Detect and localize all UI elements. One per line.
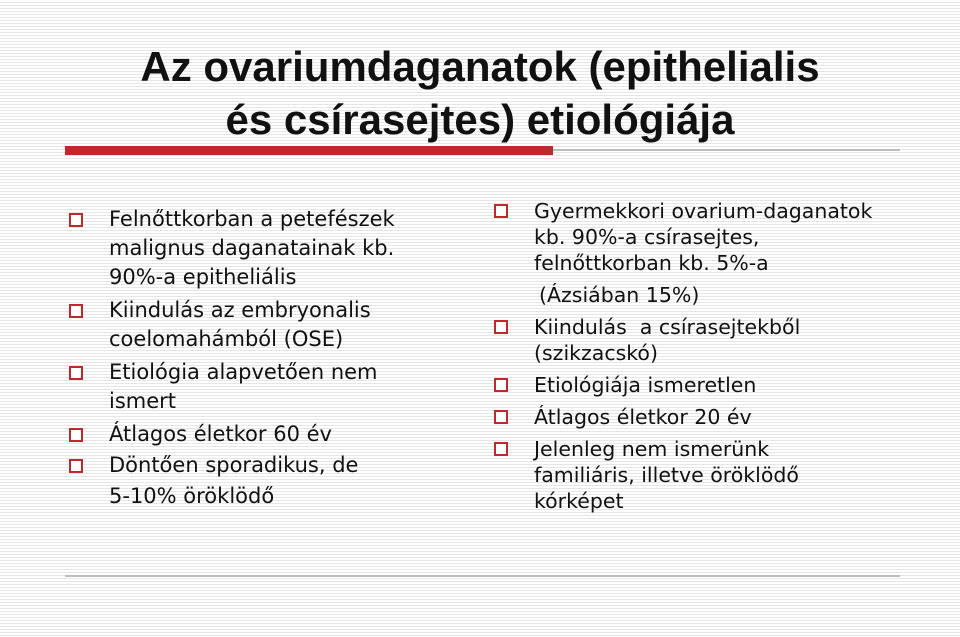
slide-title xyxy=(0,40,960,146)
list-item xyxy=(68,205,438,292)
list-item-line: ismert xyxy=(109,389,177,413)
list-item-line: Kiindulás az embryonalis xyxy=(109,298,371,322)
list-item-continuation: 5-10% öröklödő xyxy=(109,484,275,508)
hollow-square-bullet-icon xyxy=(494,410,508,424)
list-item xyxy=(493,314,933,366)
list-item-line: Jelenleg nem ismerünk xyxy=(534,437,770,461)
slide-title-line-2: és csírasejtes) etiológiája xyxy=(225,96,735,143)
list-item xyxy=(68,358,438,416)
hollow-square-bullet-icon xyxy=(494,378,508,392)
list-item-line: kórképet xyxy=(534,489,624,513)
list-item xyxy=(68,451,438,480)
list-item-line: Etiológiája ismeretlen xyxy=(534,373,757,397)
list-item-line: Döntően sporadikus, de xyxy=(109,453,359,477)
list-item xyxy=(68,420,438,449)
list-item-line: Kiindulás a csírasejtekből xyxy=(534,315,801,339)
list-item-line: (szikzacskó) xyxy=(534,341,658,365)
list-item-line: kb. 90%-a csírasejtes, xyxy=(534,225,760,249)
hollow-square-bullet-icon xyxy=(494,204,508,218)
list-item xyxy=(493,404,933,430)
list-item xyxy=(68,296,438,354)
list-item-line: Gyermekkori ovarium-daganatok xyxy=(534,199,873,223)
list-item-line: Felnőttkorban a petefészek xyxy=(109,207,395,231)
title-underline-accent xyxy=(65,146,553,155)
hollow-square-bullet-icon xyxy=(69,213,83,227)
list-item-line: Etiológia alapvetően nem xyxy=(109,360,378,384)
hollow-square-bullet-icon xyxy=(69,366,83,380)
list-item-line: coelomahámból (OSE) xyxy=(109,327,344,351)
list-item-line: 90%-a epitheliális xyxy=(109,265,297,289)
hollow-square-bullet-icon xyxy=(494,442,508,456)
list-item-line: malignus daganatainak kb. xyxy=(109,236,395,260)
left-column xyxy=(68,205,438,511)
hollow-square-bullet-icon xyxy=(494,320,508,334)
list-item xyxy=(493,198,933,276)
hollow-square-bullet-icon xyxy=(69,428,83,442)
footer-rule xyxy=(65,575,900,577)
list-item-line: felnőttkorban kb. 5%-a xyxy=(534,251,769,275)
hollow-square-bullet-icon xyxy=(69,459,83,473)
list-item-line: familiáris, illetve öröklödő xyxy=(534,463,799,487)
slide-title-line-1: Az ovariumdaganatok (epithelialis xyxy=(140,43,820,90)
right-column xyxy=(493,198,933,514)
list-item-line: Átlagos életkor 20 év xyxy=(534,405,752,429)
list-item-continuation: (Ázsiában 15%) xyxy=(539,283,700,307)
hollow-square-bullet-icon xyxy=(69,304,83,318)
list-item-line: Átlagos életkor 60 év xyxy=(109,422,332,446)
list-item xyxy=(493,372,933,398)
list-item xyxy=(493,436,933,514)
